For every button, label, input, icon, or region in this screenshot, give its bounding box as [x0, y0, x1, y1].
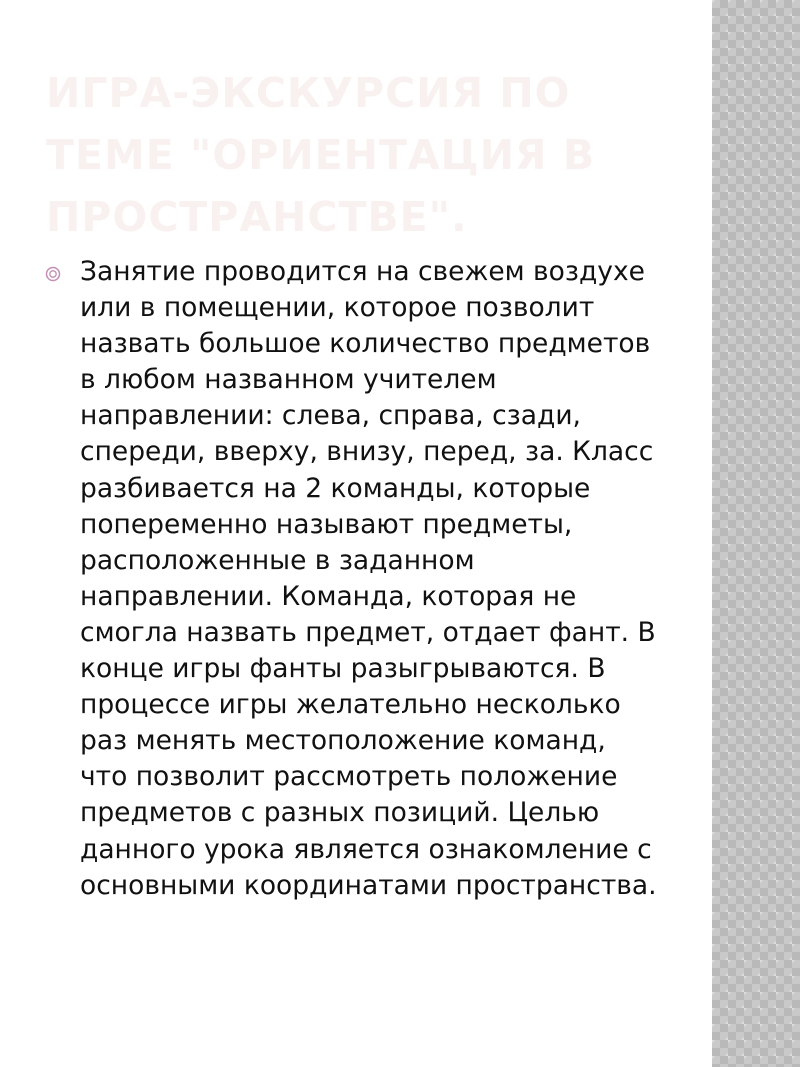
decorative-side-pattern: [712, 0, 800, 1067]
slide-title: ИГРА-ЭКСКУРСИЯ ПО ТЕМЕ "ОРИЕНТАЦИЯ В ПРОСТРАНСТВЕ".: [46, 69, 596, 241]
bullet-text: Занятие проводится на свежем воздухе или в помещении, которое позволит назвать большое количество предметов в любом названном учителем направлении: слева, справа, сзади, спереди, вверху, внизу, перед, за. Класс разбивается на 2 команды, которые попеременно называют предметы, расположенные в заданном направлении. Команда, которая не смогла назвать предмет, отдает фант. В конце игры фанты разыгрываются. В процессе игры желательно несколько раз менять местоположение команд, что позволит рассмотреть положение предметов с разных позиций. Целью данного урока является ознакомление с основными координатами пространства.: [80, 256, 657, 901]
circle-bullet-icon: [44, 254, 80, 287]
bullet-item: [44, 254, 664, 904]
slide-content: [44, 254, 664, 904]
